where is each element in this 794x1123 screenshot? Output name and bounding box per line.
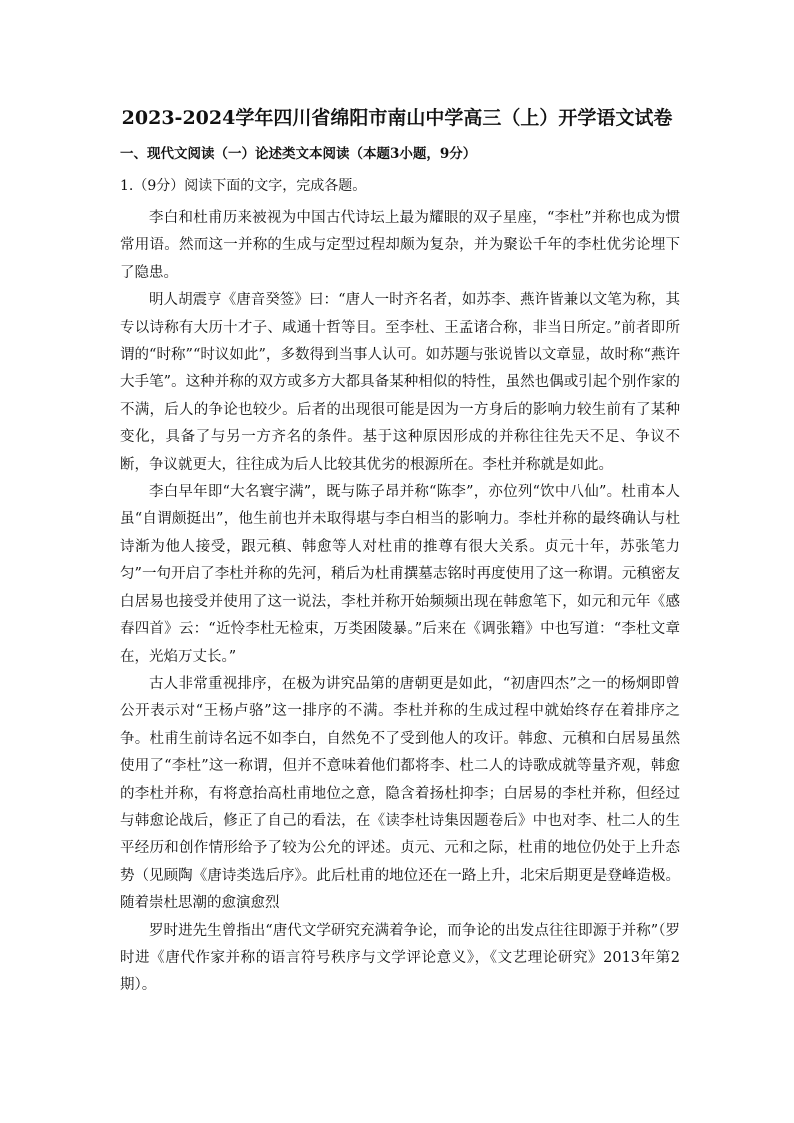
section-heading: 一、现代文阅读（一）论述类文本阅读（本题3小题，9分） <box>120 146 477 162</box>
passage-paragraph-5: 罗时进先生曾指出“唐代文学研究充满着争论，而争论的出发点往往即源于并称”（罗时进《唐代作家并称的语言符号秩序与文学评论意义》，《文艺理论研究》2013年第2期）。 <box>120 922 680 994</box>
question-intro: 1.（9分）阅读下面的文字，完成各题。 <box>120 178 367 194</box>
reading-passage <box>120 205 680 1000</box>
passage-paragraph-1: 李白和杜甫历来被视为中国古代诗坛上最为耀眼的双子星座，“李杜”并称也成为惯常用语。然而这一并称的生成与定型过程却颇为复杂，并为聚讼千年的李杜优劣论埋下了隐患。 <box>120 210 680 281</box>
passage-paragraph-3: 李白早年即“大名寰宇满”，既与陈子昂并称“陈李”，亦位列“饮中八仙”。杜甫本人虽“自谓颇挺出”，他生前也并未取得堪与李白相当的影响力。李杜并称的最终确认与杜诗渐为他人接受，跟元稹、韩愈等人对杜甫的推尊有很大关系。贞元十年，苏张笔力匀”一句开启了李杜并称的先河，稍后为杜甫撰墓志铭时再度使用了这一称谓。元稹密友白居易也接受并使用了这一说法，李杜并称开始频频出现在韩愈笔下，如元和元年《感春四首》云：“近怜李杜无检束，万类困陵暴。”后来在《调张籍》中也写道：“李杜文章在，光焰万丈长。” <box>120 484 680 665</box>
passage-paragraph-4: 古人非常重视排序，在极为讲究品第的唐朝更是如此，“初唐四杰”之一的杨炯即曾公开表示对“王杨卢骆”这一排序的不满。李杜并称的生成过程中就始终存在着排序之争。杜甫生前诗名远不如李白，自然免不了受到他人的攻讦。韩愈、元稹和白居易虽然使用了“李杜”这一称谓，但并不意味着他们都将李、杜二人的诗歌成就等量齐观，韩愈的李杜并称，有将意抬高杜甫地位之意，隐含着扬杜抑李；白居易的李杜并称，但经过与韩愈论战后，修正了自己的看法，在《读李杜诗集因题卷后》中也对李、杜二人的生平经历和创作情形给予了较为公允的评述。贞元、元和之际，杜甫的地位仍处于上升态势（见顾陶《唐诗类选后序》。此后杜甫的地位还在一路上升，北宋后期更是登峰造极。随着崇杜思潮的愈演愈烈 <box>120 675 680 912</box>
exam-title: 2023-2024学年四川省绵阳市南山中学高三（上）开学语文试卷 <box>121 107 673 129</box>
passage-paragraph-2: 明人胡震亨《唐音癸签》曰：“唐人一时齐名者，如苏李、燕许皆兼以文笔为称，其专以诗称有大历十才子、咸通十哲等目。至李杜、王孟诸合称，非当日所定。”前者即所谓的“时称”“时议如此”，多数得到当事人认可。如苏题与张说皆以文章显，故时称“燕许大手笔”。这种并称的双方或多方大都具备某种相似的特性，虽然也偶或引起个别作家的不满，后人的争论也较少。后者的出现很可能是因为一方身后的影响力较生前有了某种变化，具备了与另一方齐名的条件。基于这种原因形成的并称往往先天不足、争议不断，争议就更大，往往成为后人比较其优劣的根源所在。李杜并称就是如此。 <box>120 292 680 473</box>
